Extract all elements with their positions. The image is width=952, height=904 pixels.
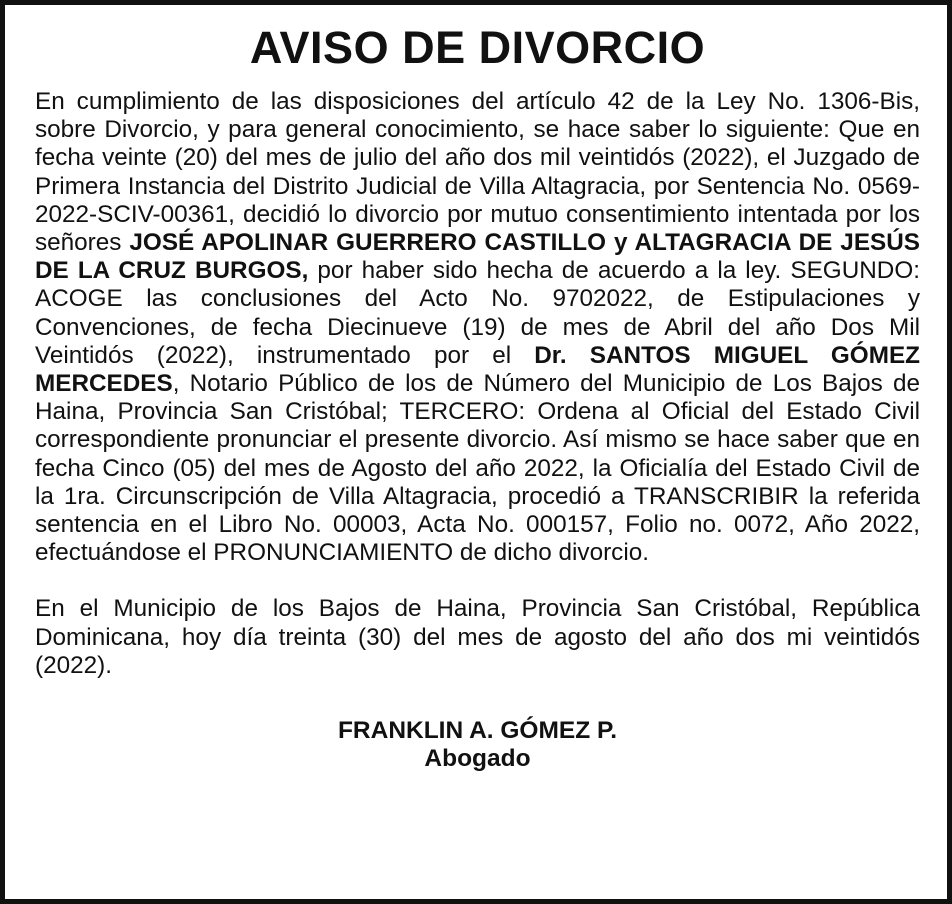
parties-names: JOSÉ APOLINAR GUERRERO CASTILLO y ALTAGRACIA DE JESÚS DE LA CRUZ BURGOS, xyxy=(35,229,920,285)
notary-name: Dr. SANTOS MIGUEL GÓMEZ MERCEDES xyxy=(35,341,920,398)
notice-title: AVISO DE DIVORCIO xyxy=(249,22,706,73)
notice-place-date-paragraph: En el Municipio de los Bajos de Haina, Provincia San Cristóbal, República Dominicana, hoy día treinta (30) del mes de agosto del año dos mi veintidós (2022). xyxy=(35,595,920,679)
signature-block xyxy=(35,717,920,773)
body-text-part-1: En cumplimiento de las disposiciones del artículo 42 de la Ley No. 1306-Bis, sobre Divorcio, y para general conocimiento, se hace saber lo siguiente: Que en fecha veinte (20) del mes de julio del año dos mil veintidós (2022), el Juzgado de Primera Instancia del Distrito Judicial de Villa Altagracia, por Sentencia No. 0569-2022-SCIV-00361, decidió lo divorcio por mutuo consentimiento intentada por los señores xyxy=(35,88,920,257)
signer-name: FRANKLIN A. GÓMEZ P. xyxy=(337,717,618,745)
signer-role: Abogado xyxy=(424,745,531,773)
body-text-part-3: , Notario Público de los de Número del Municipio de Los Bajos de Haina, Provincia San Cristóbal; TERCERO: Ordena al Oficial del Estado Civil correspondiente pronunciar el presente divorcio. Así mismo se hace saber que en fecha Cinco (05) del mes de Agosto del año 2022, la Oficialía del Estado Civil de la 1ra. Circunscripción de Villa Altagracia, procedió a TRANSCRIBIR la referida sentencia en el Libro No. 00003, Acta No. 000157, Folio no. 0072, Año 2022, efectuándose el PRONUNCIAMIENTO de dicho divorcio. xyxy=(35,370,920,567)
notice-body-paragraph xyxy=(35,88,920,567)
body-text-part-2: por haber sido hecha de acuerdo a la ley. SEGUNDO: ACOGE las conclusiones del Acto No. 9702022, de Estipulaciones y Convenciones, de fecha Diecinueve (19) de mes de Abril del año Dos Mil Veintidós (2022), instrumentado por el xyxy=(35,257,920,369)
